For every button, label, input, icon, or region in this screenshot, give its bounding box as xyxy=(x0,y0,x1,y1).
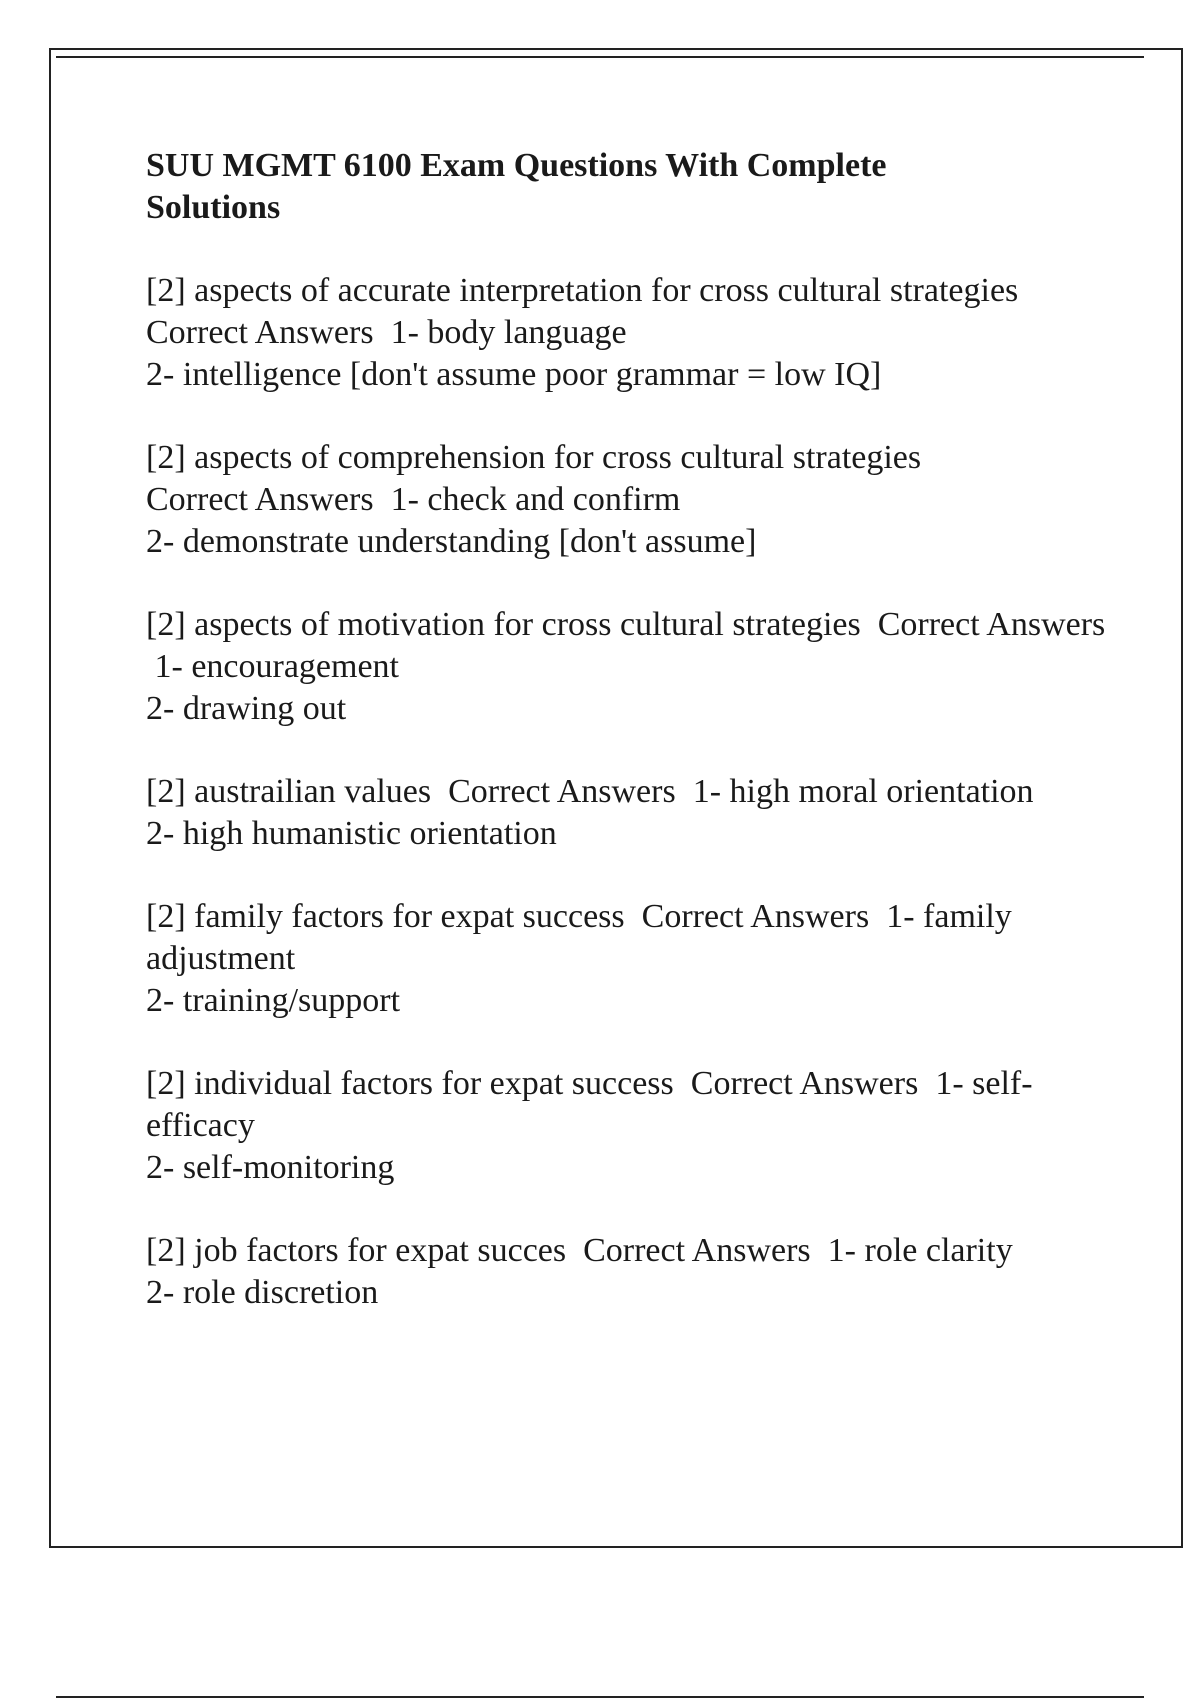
qa-question: [2] job factors for expat succes xyxy=(146,1232,575,1269)
qa-answer-label: Correct Answers xyxy=(439,773,685,810)
qa-answer-label: Correct Answers xyxy=(869,606,1114,643)
qa-question: [2] individual factors for expat success xyxy=(146,1065,683,1102)
qa-answer-first: 1- role clarity xyxy=(819,1232,1013,1269)
qa-answer-first: 1- check and confirm xyxy=(382,481,681,518)
qa-answer-first: 1- self-efficacy xyxy=(146,1065,1033,1144)
qa-answer-label: Correct Answers xyxy=(146,314,383,351)
qa-question-line xyxy=(146,604,1114,646)
qa-item xyxy=(146,1230,1106,1314)
qa-question: [2] aspects of comprehension for cross cultural strategies xyxy=(146,439,930,476)
qa-answer-second: 2- intelligence [don't assume poor grammar = low IQ] xyxy=(146,356,882,393)
qa-question: [2] family factors for expat success xyxy=(146,898,634,935)
qa-question-line xyxy=(146,270,1106,312)
qa-question-line xyxy=(146,1063,1106,1147)
qa-answer-first: 1- encouragement xyxy=(146,648,399,685)
qa-answer-line xyxy=(146,312,1106,354)
qa-question: [2] aspects of accurate interpretation for cross cultural strategies xyxy=(146,272,1027,309)
qa-item xyxy=(146,1063,1106,1189)
qa-question: [2] aspects of motivation for cross cultural strategies xyxy=(146,606,870,643)
qa-item xyxy=(146,896,1106,1022)
qa-answer-second: 2- training/support xyxy=(146,982,401,1019)
qa-item xyxy=(146,771,1106,855)
qa-question-line xyxy=(146,1230,1106,1272)
qa-answer-first: 1- body language xyxy=(382,314,627,351)
document-title: SUU MGMT 6100 Exam Questions With Complete Solutions xyxy=(146,147,887,226)
qa-answer-second: 2- drawing out xyxy=(146,690,347,727)
qa-answer-second: 2- demonstrate understanding [don't assume] xyxy=(146,523,757,560)
qa-question-line xyxy=(146,771,1106,813)
qa-answer-second: 2- high humanistic orientation xyxy=(146,815,557,852)
qa-answer-line xyxy=(146,479,1106,521)
qa-answer-first: 1- high moral orientation xyxy=(684,773,1034,810)
qa-answer-label: Correct Answers xyxy=(682,1065,927,1102)
qa-item xyxy=(146,437,1106,563)
qa-answer-label: Correct Answers xyxy=(633,898,878,935)
bottom-rule xyxy=(56,1696,1144,1698)
qa-item xyxy=(146,270,1106,396)
qa-item xyxy=(146,604,1114,730)
document-body xyxy=(146,145,1114,1355)
qa-answer-first: 1- family adjustment xyxy=(146,898,1021,977)
qa-question-line xyxy=(146,437,1106,479)
qa-question: [2] austrailian values xyxy=(146,773,440,810)
qa-answer-label: Correct Answers xyxy=(574,1232,820,1269)
qa-answer-second: 2- self-monitoring xyxy=(146,1149,395,1186)
qa-answer-label: Correct Answers xyxy=(146,481,383,518)
qa-answer-second: 2- role discretion xyxy=(146,1274,379,1311)
qa-question-line xyxy=(146,896,1106,980)
